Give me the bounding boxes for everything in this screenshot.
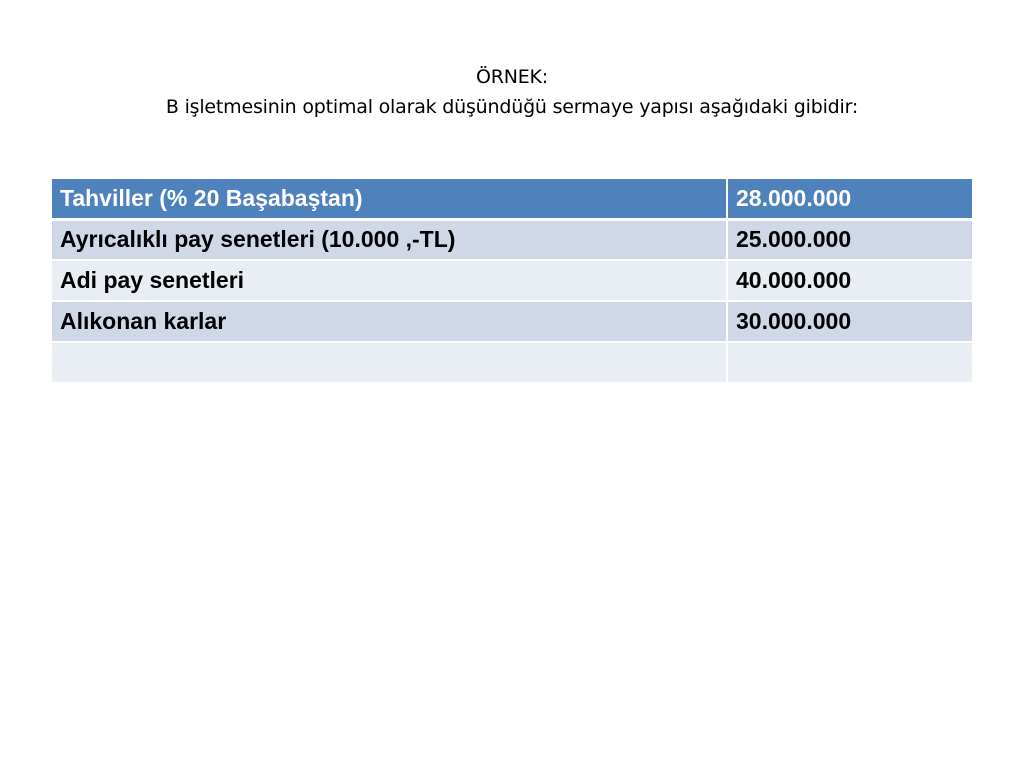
title-line-example: ÖRNEK: bbox=[475, 66, 549, 88]
table-cell-value: 28.000.000 bbox=[727, 179, 972, 219]
table-cell-value bbox=[727, 342, 972, 383]
table-cell-label: Tahviller (% 20 Başabaştan) bbox=[52, 179, 727, 219]
table-cell-value: 25.000.000 bbox=[727, 219, 972, 260]
table-row bbox=[52, 301, 972, 342]
title-line-description: B işletmesinin optimal olarak düşündüğü sermaye yapısı aşağıdaki gibidir: bbox=[165, 96, 859, 118]
table-header-row bbox=[52, 179, 972, 219]
table-cell-value: 40.000.000 bbox=[727, 260, 972, 301]
capital-structure-table bbox=[52, 179, 972, 384]
table-cell-label: Ayrıcalıklı pay senetleri (10.000 ,-TL) bbox=[52, 219, 727, 260]
table-cell-label bbox=[52, 342, 727, 383]
table-row bbox=[52, 260, 972, 301]
table-row-empty bbox=[52, 342, 972, 383]
table-cell-value: 30.000.000 bbox=[727, 301, 972, 342]
table-row bbox=[52, 219, 972, 260]
table-cell-label: Adi pay senetleri bbox=[52, 260, 727, 301]
slide-title bbox=[0, 62, 1024, 122]
table-cell-label: Alıkonan karlar bbox=[52, 301, 727, 342]
